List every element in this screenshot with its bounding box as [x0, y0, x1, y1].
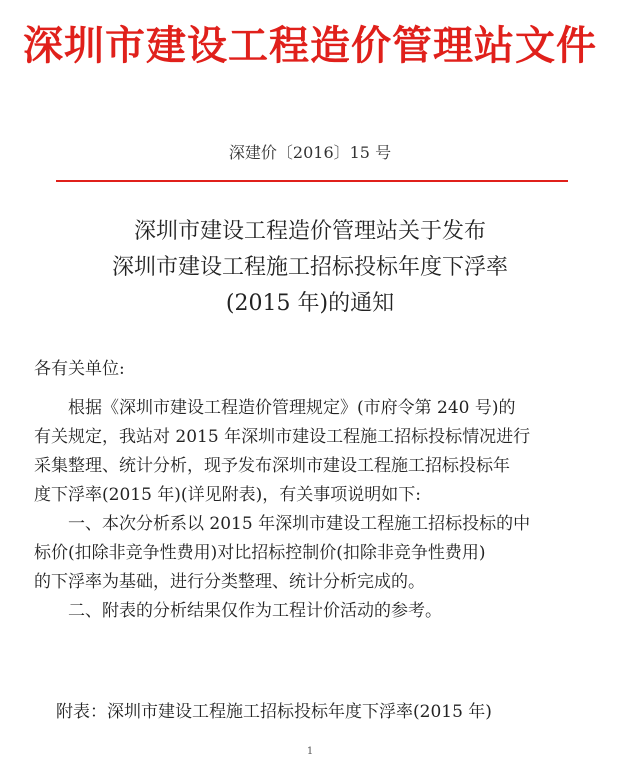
notice-title [0, 214, 620, 322]
document-body [34, 394, 586, 626]
title-line: 深圳市建设工程施工招标投标年度下浮率 [111, 255, 508, 280]
body-line: 度下浮率(2015 年)(详见附表)，有关事项说明如下: [34, 485, 421, 505]
title-line: (2015 年)的通知 [225, 291, 395, 316]
body-line: 二、附表的分析结果仅作为工程计价活动的参考。 [34, 601, 442, 621]
attachment-line: 附表：深圳市建设工程施工招标投标年度下浮率(2015 年) [56, 702, 492, 722]
red-divider [56, 180, 568, 182]
salutation: 各有关单位: [34, 359, 125, 379]
paragraph-basis [34, 394, 586, 510]
page-number: 1 [306, 746, 314, 757]
document-number: 深建价〔2016〕15 号 [228, 143, 392, 162]
body-line: 的下浮率为基础，进行分类整理、统计分析完成的。 [34, 572, 425, 592]
document-header-title: 深圳市建设工程造价管理站文件 [23, 22, 597, 69]
paragraph-item-one [34, 510, 586, 597]
body-line: 有关规定，我站对 2015 年深圳市建设工程施工招标投标情况进行 [34, 427, 531, 447]
body-line: 根据《深圳市建设工程造价管理规定》(市府令第 240 号)的 [34, 398, 516, 418]
title-line: 深圳市建设工程造价管理站关于发布 [133, 219, 486, 244]
paragraph-item-two [34, 597, 586, 626]
body-line: 采集整理、统计分析，现予发布深圳市建设工程施工招标投标年 [34, 456, 510, 476]
body-line: 一、本次分析系以 2015 年深圳市建设工程施工招标投标的中 [34, 514, 531, 534]
body-line: 标价(扣除非竞争性费用)对比招标控制价(扣除非竞争性费用) [34, 543, 486, 563]
